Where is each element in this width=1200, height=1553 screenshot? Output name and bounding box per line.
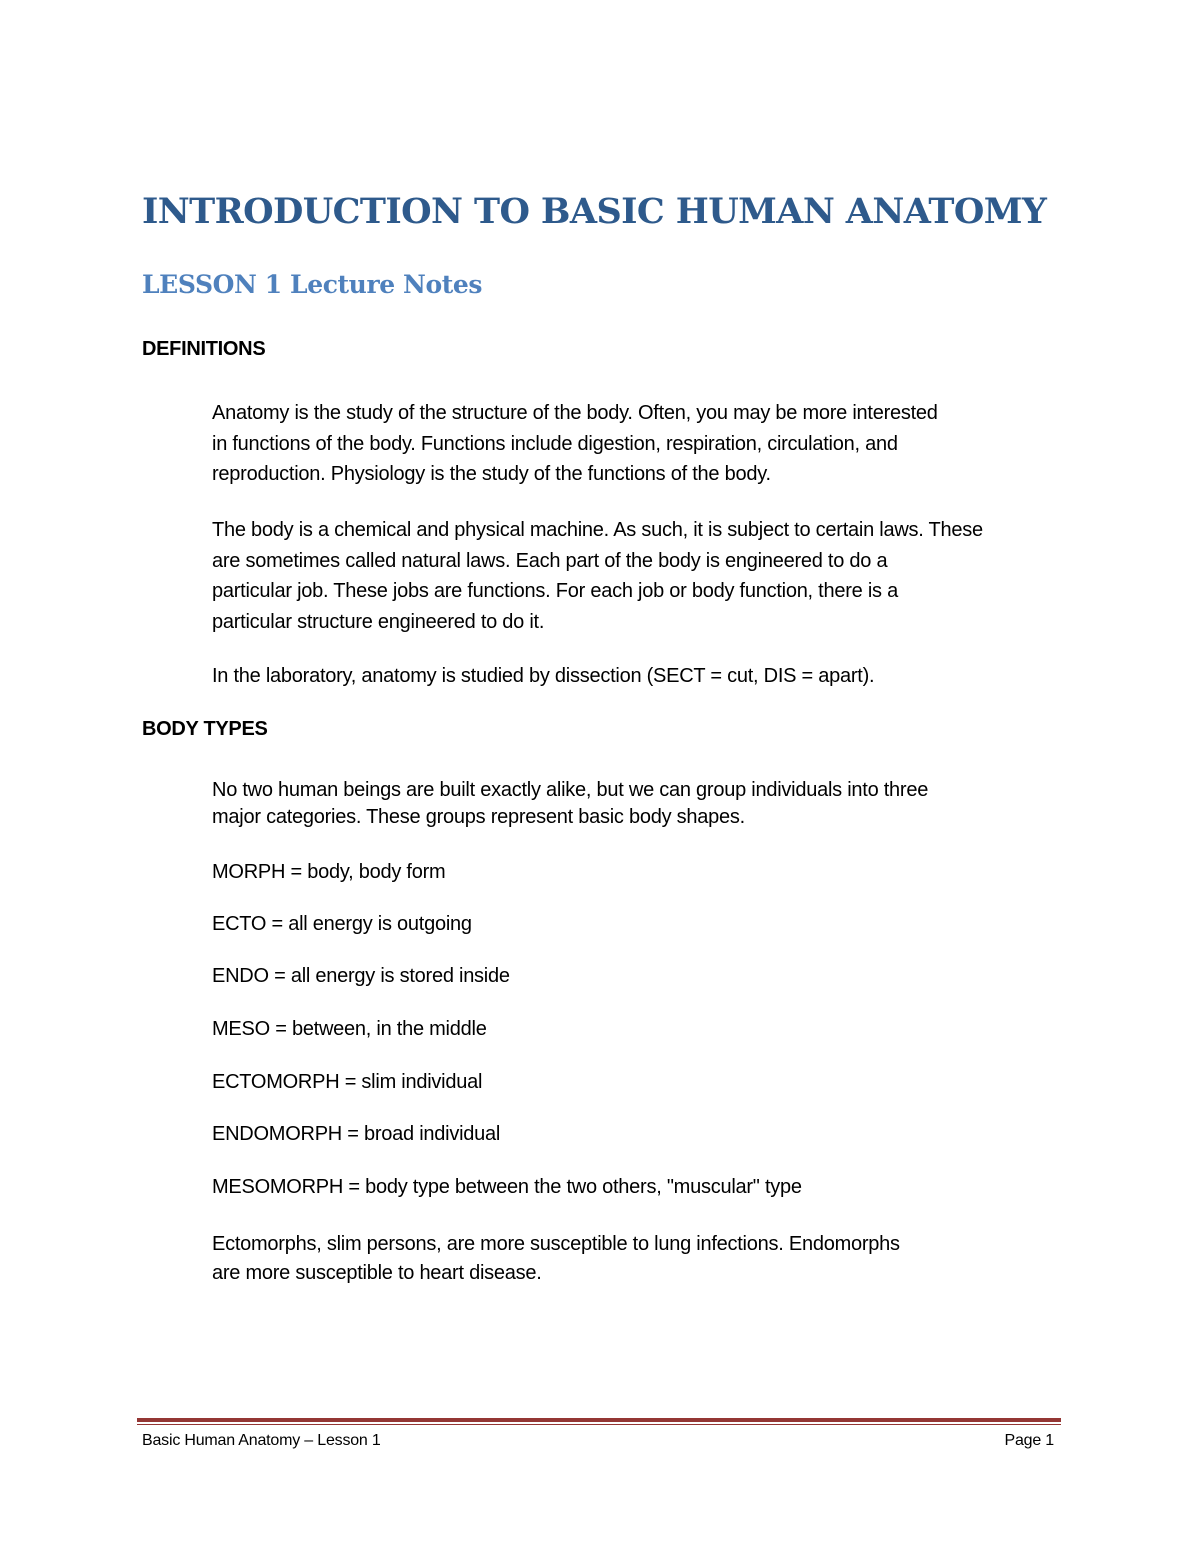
definitions-paragraph-2	[212, 515, 983, 637]
document-title: INTRODUCTION TO BASIC HUMAN ANATOMY	[142, 191, 1047, 232]
term-line: MESO = between, in the middle	[212, 1018, 487, 1040]
document-subtitle: LESSON 1 Lecture Notes	[142, 270, 483, 299]
paragraph-line: No two human beings are built exactly alike, but we can group individuals into three	[212, 779, 929, 801]
term-ectomorph	[212, 1067, 482, 1098]
body-types-intro	[212, 777, 928, 831]
term-endomorph	[212, 1119, 500, 1150]
footer-document-label: Basic Human Anatomy – Lesson 1	[142, 1432, 381, 1449]
paragraph-line: major categories. These groups represent basic body shapes.	[212, 806, 745, 828]
footer-rule	[137, 1418, 1061, 1426]
term-line: ECTO = all energy is outgoing	[212, 913, 472, 935]
paragraph-line: The body is a chemical and physical machine. As such, it is subject to certain laws. These	[212, 519, 983, 541]
definitions-heading: DEFINITIONS	[142, 338, 266, 360]
term-meso	[212, 1014, 487, 1045]
paragraph-line: are sometimes called natural laws. Each part of the body is engineered to do a	[212, 549, 888, 572]
definitions-paragraph-1	[212, 398, 938, 490]
paragraph-line: in functions of the body. Functions include digestion, respiration, circulation, and	[212, 432, 898, 455]
footer-rule-thin	[137, 1424, 1061, 1425]
body-types-heading: BODY TYPES	[142, 718, 268, 740]
term-line: ENDO = all energy is stored inside	[212, 965, 510, 987]
paragraph-line: particular job. These jobs are functions. For each job or body function, there is a	[212, 580, 898, 602]
term-ecto	[212, 909, 472, 940]
paragraph-line: reproduction. Physiology is the study of the functions of the body.	[212, 463, 771, 485]
footer-page-number: Page 1	[1004, 1432, 1054, 1449]
paragraph-line: Ectomorphs, slim persons, are more susceptible to lung infections. Endomorphs	[212, 1233, 900, 1255]
term-line: ENDOMORPH = broad individual	[212, 1123, 501, 1145]
term-morph	[212, 857, 445, 888]
definitions-paragraph-3	[212, 661, 874, 692]
term-line: MORPH = body, body form	[212, 861, 446, 883]
body-types-closing	[212, 1230, 900, 1288]
term-endo	[212, 961, 510, 992]
term-mesomorph	[212, 1172, 802, 1203]
paragraph-line: In the laboratory, anatomy is studied by dissection (SECT = cut, DIS = apart).	[212, 665, 875, 687]
paragraph-line: particular structure engineered to do it.	[212, 610, 545, 633]
paragraph-line: are more susceptible to heart disease.	[212, 1262, 542, 1284]
term-line: MESOMORPH = body type between the two others, "muscular" type	[212, 1176, 802, 1198]
footer-rule-thick	[137, 1418, 1061, 1422]
paragraph-line: Anatomy is the study of the structure of the body. Often, you may be more interested	[212, 402, 938, 424]
term-line: ECTOMORPH = slim individual	[212, 1071, 483, 1093]
